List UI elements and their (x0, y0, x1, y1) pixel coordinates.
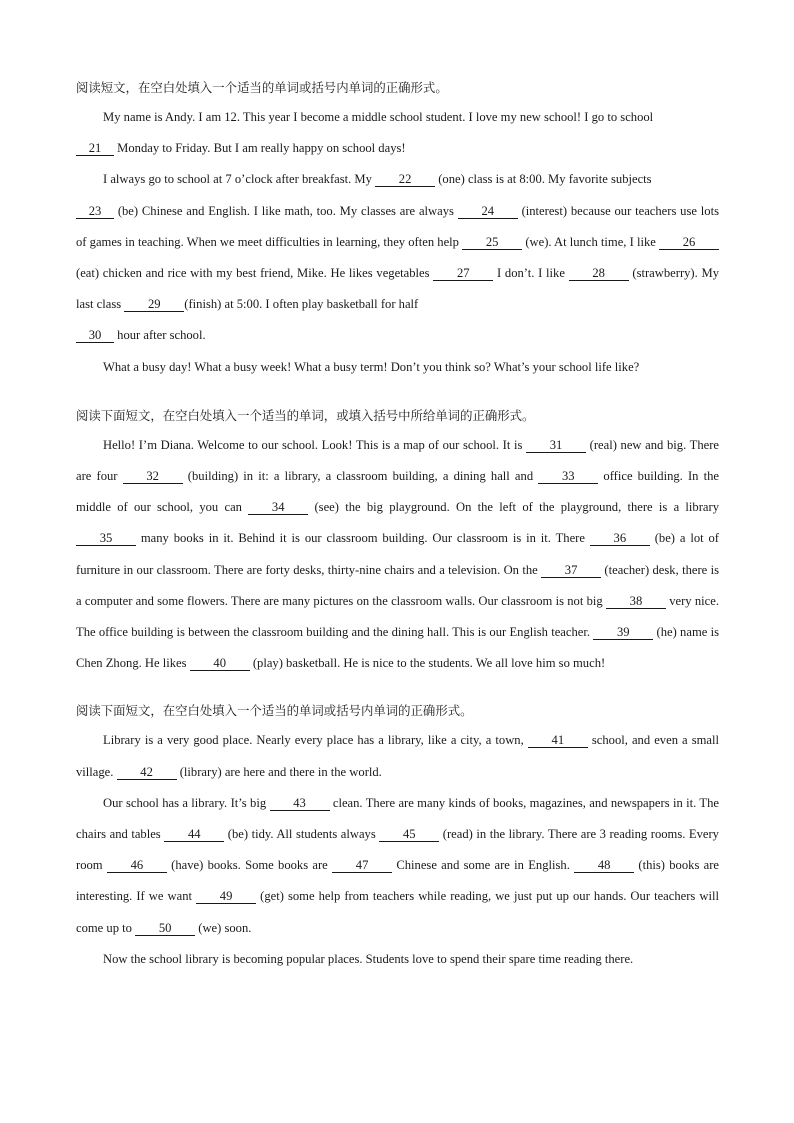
blank-50[interactable]: 50 (135, 921, 195, 936)
blank-39[interactable]: 39 (593, 625, 653, 640)
blank-21[interactable]: 21 (76, 141, 114, 156)
blank-22[interactable]: 22 (375, 172, 435, 187)
paragraph: Library is a very good place. Nearly every place has a library, like a city, a town, 41 school, and even a small village. 42 (library) are here and there in the world. (76, 733, 719, 779)
passage-diana (76, 406, 719, 680)
blank-31[interactable]: 31 (526, 438, 586, 453)
blank-41[interactable]: 41 (528, 733, 588, 748)
blank-25[interactable]: 25 (462, 235, 522, 250)
blank-38[interactable]: 38 (606, 594, 666, 609)
instruction-2: 阅读下面短文，在空白处填入一个适当的单词，或填入括号中所给单词的正确形式。 (76, 407, 535, 423)
blank-23[interactable]: 23 (76, 204, 114, 219)
blank-27[interactable]: 27 (433, 266, 493, 281)
blank-26[interactable]: 26 (659, 235, 719, 250)
blank-37[interactable]: 37 (541, 563, 601, 578)
blank-28[interactable]: 28 (569, 266, 629, 281)
paragraph: My name is Andy. I am 12. This year I become a middle school student. I love my new school! I go to school 21 Monday to Friday. But I am really happy on school days! (76, 102, 719, 164)
blank-43[interactable]: 43 (270, 796, 330, 811)
blank-36[interactable]: 36 (590, 531, 650, 546)
blank-40[interactable]: 40 (190, 656, 250, 671)
paragraph: I always go to school at 7 o’clock after breakfast. My 22 (one) class is at 8:00. My favorite subjects 23 (be) Chinese and English. I like math, too. My classes are always 24 (interest) because our teachers use lots of games in teaching. When we meet difficulties in learning, they often help 25 (we). At lunch time, I like 26 (eat) chicken and rice with my best friend, Mike. He likes vegetables 27 I don’t. I like 28 (strawberry). My last class 29 (finish) at 5:00. I often play basketball for half 30 hour after school. (76, 172, 719, 343)
blank-45[interactable]: 45 (379, 827, 439, 842)
blank-49[interactable]: 49 (196, 889, 256, 904)
paragraph: Hello! I’m Diana. Welcome to our school. Look! This is a map of our school. It is 31 (real) new and big. There are four 32 (building) in it: a library, a classroom building, a dining hall and 33 office building. In the middle of our school, you can 34 (see) the big playground. On the left of the playground, there is a library 35 many books in it. Behind it is our classroom building. Our classroom is in it. There 36 (be) a lot of furniture in our classroom. There are forty desks, thirty-nine chairs and a television. On the 37 (teacher) desk, there is a computer and some flowers. There are many pictures on the classroom walls. Our classroom is not big 38 very nice. The office building is between the classroom building and the dining hall. This is our English teacher. 39 (he) name is Chen Zhong. He likes 40 (play) basketball. He is nice to the students. We all love him so much! (76, 437, 719, 671)
blank-34[interactable]: 34 (248, 500, 308, 515)
paragraph: What a busy day! What a busy week! What a busy term! Don’t you think so? What’s your school life like? (103, 359, 640, 374)
blank-33[interactable]: 33 (538, 469, 598, 484)
blank-24[interactable]: 24 (458, 204, 518, 219)
blank-35[interactable]: 35 (76, 531, 136, 546)
worksheet-page (76, 78, 719, 975)
blank-46[interactable]: 46 (107, 858, 167, 873)
instruction-1: 阅读短文，在空白处填入一个适当的单词或括号内单词的正确形式。 (76, 80, 448, 95)
blank-32[interactable]: 32 (123, 469, 183, 484)
blank-30[interactable]: 30 (76, 328, 114, 343)
paragraph: Now the school library is becoming popular places. Students love to spend their spare time reading there. (103, 951, 634, 966)
blank-48[interactable]: 48 (574, 858, 634, 873)
instruction-3: 阅读下面短文，在空白处填入一个适当的单词或括号内单词的正确形式。 (76, 703, 473, 719)
blank-42[interactable]: 42 (117, 765, 177, 780)
passage-library (76, 701, 719, 975)
paragraph: Our school has a library. It’s big 43 clean. There are many kinds of books, magazines, and newspapers in it. The chairs and tables 44 (be) tidy. All students always 45 (read) in the library. There are 3 reading rooms. Every room 46 (have) books. Some books are 47 Chinese and some are in English. 48 (this) books are interesting. If we want 49 (get) some help from teachers while reading, we just put up our hands. Our teachers will come up to 50 (we) soon. (76, 795, 719, 935)
blank-44[interactable]: 44 (164, 827, 224, 842)
passage-andy (76, 78, 719, 383)
blank-29[interactable]: 29 (124, 297, 184, 312)
blank-47[interactable]: 47 (332, 858, 392, 873)
